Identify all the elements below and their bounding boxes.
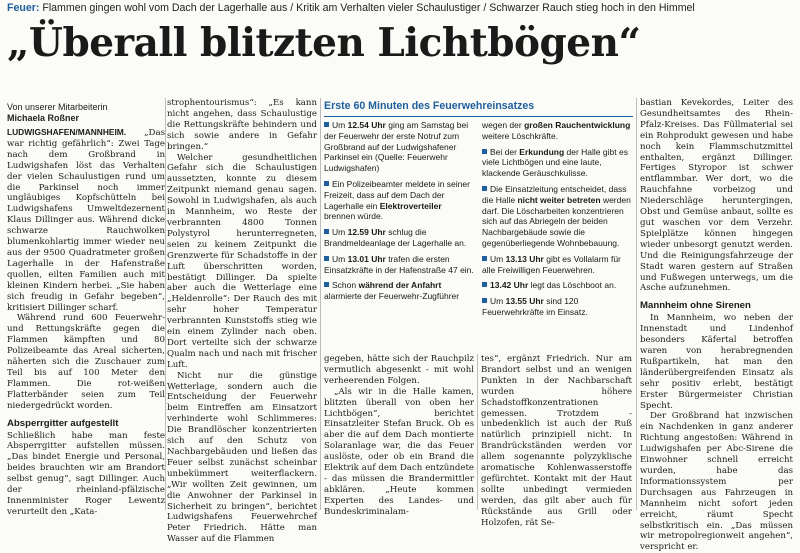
timeline-item-text: der Halle gibt es viele Lichtbögen und eine laute, klackende Geräuschkulisse.	[482, 146, 628, 179]
timeline-item	[324, 227, 474, 249]
bullet-square-icon	[482, 186, 487, 191]
timeline-item	[482, 120, 632, 142]
timeline-item	[482, 147, 632, 179]
timeline-column-b	[482, 120, 632, 323]
timeline-item-text: wegen der	[482, 120, 525, 130]
article-paragraph: Welcher gesundheitlichen Gefahr sich die Schaulustigen aussetzten, konnte zu diesem Zeitpunkt niemand genau sagen. Sowohl in Ludwigshafen, als auch in Mannheim, wo Reste der verbrannten 4800 Tonnen Polystyrol herunterregneten, seien zu keinem Zeitpunkt die Grenzwerte für Schadstoffe in der Luft überschritten worden, bestätigt Dillinger. Da spielte aber auch die Wetterlage eine „Heldenrolle“: Der Rauch des mit sehr hoher Temperatur verbrannten Kunststoffs stieg wie ein einem Zylinder nach oben. Dort verteilte sich der schwarze Qualm nach und nach mit frischer Luft.	[167, 152, 317, 370]
timeline-item	[324, 179, 474, 222]
timeline-item-emphasis: 13.55 Uhr	[505, 296, 544, 307]
column-divider	[165, 98, 166, 510]
bullet-square-icon	[482, 282, 487, 287]
timeline-item	[324, 120, 474, 174]
timeline-item-text: Um	[490, 253, 506, 264]
timeline-item-text: weitere Löschkräfte.	[482, 130, 559, 141]
timeline-item-emphasis: 13.13 Uhr	[505, 253, 544, 264]
bullet-square-icon	[482, 149, 487, 154]
timeline-item-text: trafen die ersten Einsatzkräfte in der Hafenstraße 47 ein.	[324, 253, 474, 275]
article-paragraph: „Als wir in die Halle kamen, blitzten überall von oben her Lichtbögen“, berichtet Einsatzleiter Stefan Bruck. Ob es aber die auf dem Dach montierte Solaranlage war, die das Feuer auslöste, oder ob ein Brand die Elektrik auf dem Dach entzündete - das müssen die Brandermittler abklären. „Heute kommen Experten des Landes- und Bundeskriminalam-	[324, 386, 474, 517]
timeline-item-emphasis: 13.01 Uhr	[347, 253, 386, 264]
timeline-item-text: gibt es Vollalarm für alle Freiwilligen Feuerwehren.	[482, 253, 621, 275]
timeline-item-text: Um	[332, 227, 348, 238]
timeline-item-text: Ein Polizeibeamter meldete in seiner Freizeit, dass auf dem Dach der Lagerhalle ein	[324, 178, 470, 211]
timeline-column-a	[324, 120, 474, 307]
subheading: Mannheim ohne Sirenen	[640, 300, 751, 312]
timeline-item-text: Bei der	[490, 146, 520, 157]
timeline-title: Erste 60 Minuten des Feuerwehreinsatzes	[324, 100, 633, 117]
byline-author: Michaela Roßner	[7, 113, 80, 123]
article-column-1	[7, 127, 165, 518]
article-paragraph	[7, 127, 165, 313]
timeline-item-text: ging am Samstag bei der Feuerwehr der erste Notruf zum Großbrand auf der Ludwigshafener Parkinsel ein (Quelle: Feuerwehr Ludwigshafen)	[324, 120, 469, 174]
timeline-item-text: sind 120 Feuerwehrkräfte im Einsatz.	[482, 296, 588, 317]
column-divider	[636, 98, 637, 510]
timeline-item-emphasis: 12.54 Uhr	[347, 120, 386, 130]
timeline-item-emphasis: 12.59 Uhr	[347, 227, 386, 238]
timeline-item-text: Schon	[332, 280, 359, 291]
article-paragraph: In Mannheim, wo neben der Innenstadt und Lindenhof besonders Käfertal betroffen waren von herabregnenden Rußpartikeln, hat man den länderübergreifenden Einsatz als sehr positiv erlebt, bestätigt Erster Bürgermeister Christian Specht.	[640, 313, 793, 411]
bullet-square-icon	[324, 282, 329, 287]
timeline-item	[482, 296, 632, 318]
timeline-item-text: schlug die Brandmeldeanlage der Lagerhalle an.	[324, 227, 467, 248]
bullet-square-icon	[482, 298, 487, 303]
timeline-item-text: legt das Löschboot an.	[528, 280, 617, 291]
article-paragraph: Der Großbrand hat inzwischen ein Nachdenken in ganz anderer Richtung angestoßen: Während in Ludwigshafen per Abc-Sirene die Einwohner schnell erreicht wurden, habe das Informationssystem per Durchsagen aus Fahrzeugen in Mannheim nicht sofort jeden erreicht, räumt Specht selbstkritisch ein. „Das müssen wir metropolregionweit angehen“, verspricht er.	[640, 411, 793, 553]
byline	[7, 102, 177, 124]
bullet-square-icon	[482, 256, 487, 261]
article-paragraph: Schließlich habe man feste Absperrgitter aufstellen müssen. „Das bindet Energie und Personal, beides brauchten wir am Brandort selbst genug“, sagt Dillinger. Auch der rheinland-pfälzische Innenminister Roger Lewentz verurteilt den „Kata-	[7, 430, 165, 517]
timeline-item	[324, 280, 474, 302]
subheading: Absperrgitter aufgestellt	[7, 417, 119, 429]
timeline-item-text: Um	[332, 253, 348, 264]
kicker-line	[7, 1, 793, 15]
timeline-item-emphasis: großen Rauchentwicklung	[524, 120, 631, 130]
timeline-item	[324, 254, 474, 276]
article-paragraph: tes“, ergänzt Friedrich. Nur am Brandort selbst und an wenigen Punkten in der Nachbarschaft wurden höhere Schadstoffkonzentrationen gemessen. Trotzdem - unbedenklich ist auch der Ruß natürlich prinzipiell nicht. In Brandrückständen werden vor allem sogenannte polyzyklische aromatische Kohlenwasserstoffe gefürchtet. Kontakt mit der Haut sollte unbedingt vermieden werden, das gilt aber auch für Rückstände aus Grill oder Holzofen, rät Se-	[481, 354, 632, 528]
bullet-square-icon	[324, 181, 329, 186]
timeline-box	[324, 100, 633, 342]
timeline-item-emphasis: Erkundung	[519, 146, 565, 157]
timeline-item-emphasis: Elektroverteiler	[379, 200, 442, 211]
timeline-item-text: alarmierte der Feuerwehr-Zugführer	[324, 291, 460, 302]
timeline-item-text: Die Einsatzleitung entscheidet, dass die Halle	[482, 183, 627, 205]
headline: „Überall blitzten Lichtbögen“	[7, 20, 641, 66]
article-column-5	[640, 98, 793, 553]
timeline-item-emphasis: 13.42 Uhr	[490, 280, 529, 291]
article-paragraph: gegeben, hätte sich der Rauchpilz vermutlich abgesenkt - mit wohl verheerenden Folgen.	[324, 354, 474, 386]
byline-intro: Von unserer Mitarbeiterin	[7, 102, 108, 112]
bullet-square-icon	[324, 122, 329, 127]
kicker-label: Feuer:	[7, 2, 40, 14]
timeline-item-emphasis: während der Anfahrt	[358, 280, 442, 291]
timeline-item-emphasis: nicht weiter betreten	[517, 194, 601, 205]
paragraph-text: „Das war richtig gefährlich“: Zwei Tage nach dem Großbrand in Ludwigshafen löst das Verhalten der vielen Schaulustigen rund um die Parkinsel noch immer ungläubiges Kopfschütteln bei Ludwigshafens Umweltdezernent Klaus Dillinger aus. Während dicke schwarze Rauchwolken blumenkohlartig immer wieder neu aus der 9500 Quadratmeter großen Lagerhalle in der Hafenstraße quollen, eilten Familien auch mit kleinen Kindern herbei. „Sie haben sich freudig in Gefahr begeben“, kritisiert Dillinger scharf.	[7, 128, 165, 313]
article-paragraph: Während rund 600 Feuerwehr- und Rettungskräfte gegen die Flammen kämpften und 80 Polizeibeamte das Areal sicherten, näherten sich die Zuschauer zum Teil bis auf 100 Meter den Flammen. Die rot-weißen Flatterbänder seien zum Teil niedergedrückt worden.	[7, 313, 165, 411]
bullet-square-icon	[324, 256, 329, 261]
article-column-2	[167, 98, 317, 545]
column-divider	[320, 98, 321, 510]
timeline-item-text: Um	[332, 120, 348, 130]
kicker-text: Flammen gingen wohl vom Dach der Lagerhalle aus / Kritik am Verhalten vieler Schaulustiger / Schwarzer Rauch stieg hoch in den Himmel	[42, 2, 695, 14]
article-column-4	[481, 354, 632, 529]
column-divider	[477, 354, 478, 510]
bullet-square-icon	[324, 229, 329, 234]
article-column-3	[324, 354, 474, 518]
dateline: LUDWIGSHAFEN/MANNHEIM.	[7, 127, 127, 137]
timeline-item	[482, 254, 632, 276]
article-paragraph: Nicht nur die günstige Wetterlage, sondern auch die Entscheidung der Feuerwehr beim Eintreffen am Einsatzort verhinderte wohl Schlimmeres: Die Brandlöscher konzentrierten sich auf den Schutz von Nachbargebäuden und ließen das Feuer selbst zunächst scheinbar unbekümmert weiterflackern. „Wir wollten Zeit gewinnen, um die Anwohner der Parkinsel in Sicherheit zu bringen“, berichtet Ludwigshafens Feuerwehrchef Peter Friedrich. Hätte man Wasser auf die Flammen	[167, 370, 317, 545]
article-paragraph: strophentourismus“: „Es kann nicht angehen, dass Schaulustige die Rettungskräfte behindern und sich sowie andere in Gefahr bringen.“	[167, 98, 317, 152]
article-paragraph: bastian Kevekordes, Leiter des Gesundheitsamtes des Rhein-Pfalz-Kreises. Das Füllmaterial sei ein Rohprodukt gewesen und habe noch kein Flammschutzmittel enthalten, ergänzt Dillinger. Fertiges Styropor ist schwer entflammbar. Wer dort, wo die Rauchfahne vorbeizog und Niederschläge heruntergingen, Obst und Gemüse anbaut, sollte es gut waschen vor dem Verzehr. Spielplätze können hingegen wieder unbesorgt genutzt werden. Und die Reinigungsfahrzeuge der Stadt waren gestern auf Straßen und Fußwegen unterwegs, um die Asche aufzunehmen.	[640, 98, 793, 294]
timeline-item	[482, 280, 632, 291]
timeline-item-text: werden darf. Die Löscharbeiten konzentrieren sich auf das Abriegeln der beiden Nachbargebäude sowie die gegenüberliegende Wohnbebauung.	[482, 194, 631, 248]
timeline-item-text: Um	[490, 296, 506, 307]
timeline-item	[482, 184, 632, 249]
timeline-item-text: brennen würde.	[324, 211, 384, 222]
